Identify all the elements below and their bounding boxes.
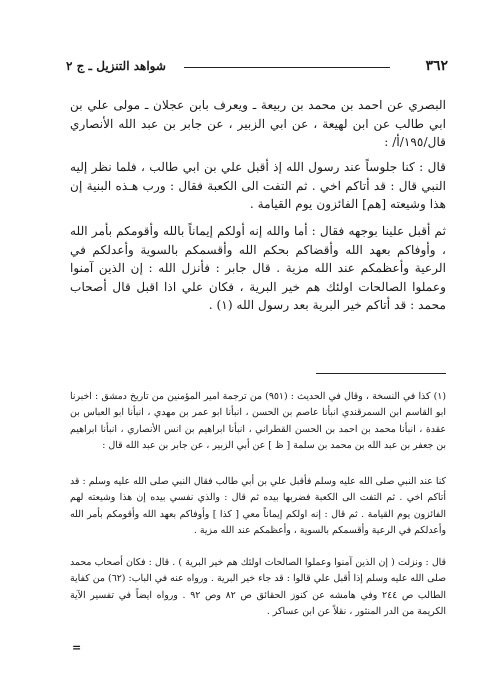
continuation-mark: =	[72, 641, 81, 654]
footnote-2	[70, 474, 446, 540]
paragraph-3: ثم أقبل علينا بوجهه فقال : أما والله إنه أولكم إيماناً بالله وأقومكم بأمر الله ، وأوفاكم بعهد الله وأقضاكم بحكم الله وأقسمكم بالسوية وأعدلكم في الرعية وأعظمكم عند الله مزية . قال جابر : فأنزل الله : إن الذين آمنوا وعملوا الصالحات اولئك هم خير البرية ، فكان علي اذا اقبل قال أصحاب محمد : قد أتاكم خير البرية بعد رسول الله (١) .	[70, 224, 446, 313]
running-title: شواهد التنزيل ـ ج ٢	[66, 59, 166, 73]
hadith-continuation	[70, 222, 446, 315]
page-header	[66, 58, 448, 78]
footnote-text-1: (١) كذا في النسخة ، وقال في الحديث : (٩٥١) من ترجمة امير المؤمنين من تاريخ دمشق : اخبرنا ابو القاسم ابن السمرقندي انبأنا عاصم بن الحسن ، انبأنا ابو عمر بن مهدي ، انبأنا ابو العباس بن عقدة ، انبأنا محمد بن احمد بن الحسن القطراني ، انبأنا ابراهيم بن انس الأنصاري ، انبأنا ابراهيم بن جعفر بن عبد الله بن محمد بن سلمة [ ظ ] عن أبي الزبير ، عن جابر بن عبد الله قال :	[70, 391, 446, 452]
header-rule	[184, 67, 390, 68]
page-number: ٣٦٢	[425, 58, 448, 74]
isnad-paragraph	[70, 96, 446, 152]
footnote-separator	[316, 373, 446, 374]
paragraph-2: قال : كنا جلوساً عند رسول الله إذ أقبل علي بن ابي طالب ، فلما نظر إليه النبي قال : قد أتاكم اخي . ثم التفت الى الكعبة فقال : ورب هـذه البنية إن هذا وشيعته [هم] الفائزون يوم القيامة .	[70, 160, 446, 212]
footnote-text-3: قال : ونزلت ( إن الذين آمنوا وعملوا الصالحات اولئك هم خير البرية ) . قال : فكان أصحاب محمد صلى الله عليه وسلم إذا أقبل علي قالوا : قد جاء خير البرية . ورواه عنه في الباب: (٦٢) من كفاية الطالب ص ٢٤٤ وفي هامشه عن كنوز الحقائق ص ٨٢ وص ٩٢ . ورواه ايضاً في تفسير الآية الكريمة من الدر المنثور ، نقلاً عن ابن عساكر .	[70, 557, 446, 618]
footnote-3	[70, 555, 446, 621]
footnote-text-2: كنا عند النبي صلى الله عليه وسلم فأقبل علي بن أبي طالب فقال النبي صلى الله عليه وسلم : قد أتاكم اخي . ثم التفت الى الكعبة فضربها بيده ثم قال : والذي نفسي بيده إن هذا وشيعته لهم الفائزون يوم القيامة . ثم قال : إنه اولكم إيماناً معي [ كذا ] وأوفاكم بعهد الله وأقومكم بأمر الله وأعدلكم في الرعية وأقسمكم بالسوية ، وأعظمكم عند الله مزية .	[70, 476, 446, 537]
paragraph-1: البصري عن احمد بن محمد بن ربيعة ـ ويعرف بابن عجلان ـ مولى علي بن ابي طالب عن ابن لهيعة ، عن ابي الزبير ، عن جابر بن عبد الله الأنصاري قال/١٩٥/أ/ :	[70, 98, 446, 150]
footnote-1	[70, 389, 446, 455]
hadith-paragraph	[70, 158, 446, 214]
